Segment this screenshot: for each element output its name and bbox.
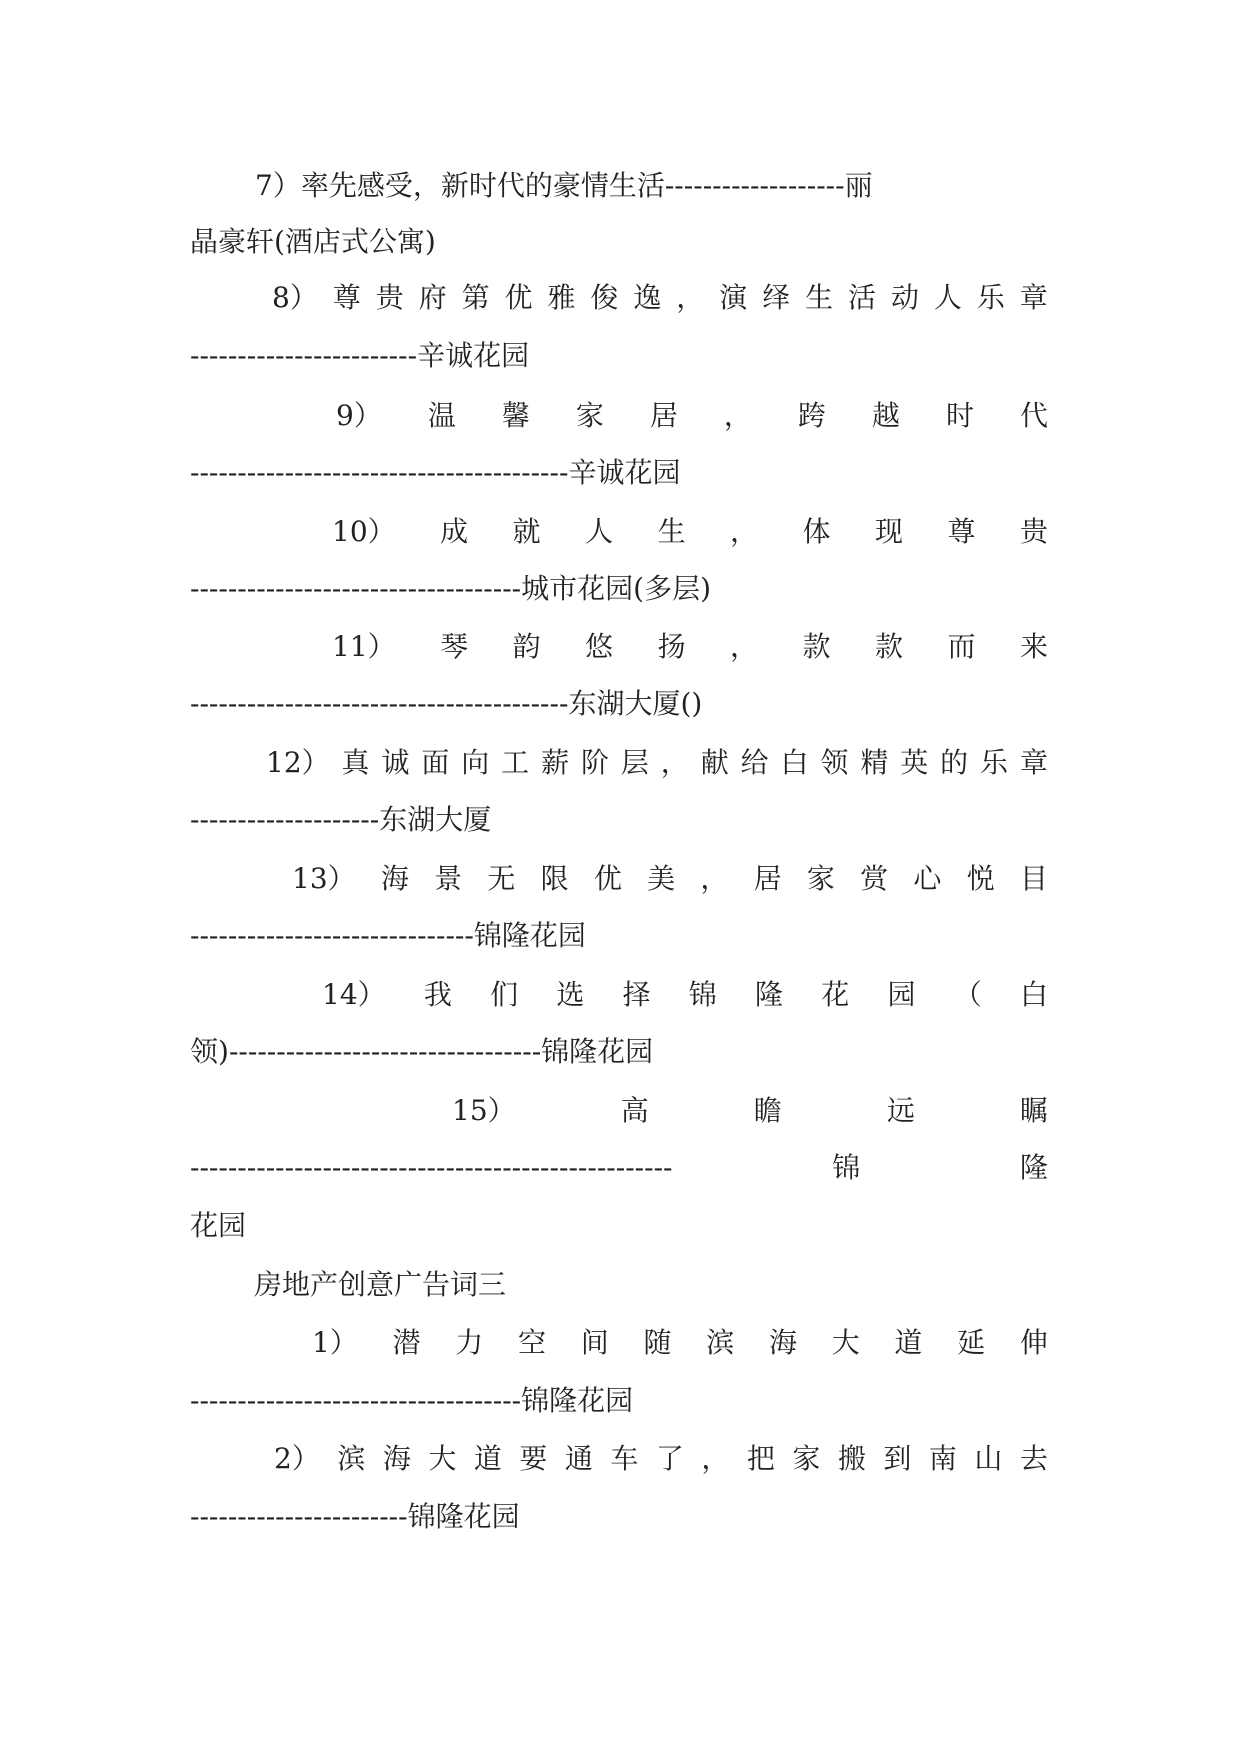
project-name: 锦隆花园 <box>473 919 586 952</box>
slogan-char: 活 <box>848 281 877 314</box>
slogan-char: 来 <box>1019 630 1048 663</box>
slogan-char: 滨 <box>706 1326 735 1359</box>
dash-leader: ---------------------------------------- <box>190 687 569 720</box>
slogan-char: 人 <box>933 281 962 314</box>
slogan-char: 延 <box>957 1326 986 1359</box>
slogan-text: 率先感受，新时代的豪情生活 <box>300 169 665 202</box>
slogan-char: 生 <box>805 281 834 314</box>
slogan-char: 悠 <box>585 630 614 663</box>
slogan-char: 瞩 <box>1019 1094 1048 1127</box>
slogan-char: 大 <box>831 1326 860 1359</box>
slogan-char: （ <box>953 978 982 1011</box>
ad-item-11-line1 <box>332 627 1048 667</box>
slogan-char: 向 <box>461 746 490 779</box>
slogan-char: 工 <box>501 746 530 779</box>
item-number: 2） <box>274 1442 320 1475</box>
slogan-char: 山 <box>974 1442 1003 1475</box>
slogan-char: 跨 <box>797 399 826 432</box>
ad-item-11-line2 <box>190 684 1048 724</box>
ad-item-10-line2 <box>190 569 1048 609</box>
slogan-char: 海 <box>380 862 409 895</box>
dash-leader: ------------------------ <box>190 339 418 372</box>
slogan-char: 优 <box>593 862 622 895</box>
item-number: 11） <box>332 630 396 663</box>
slogan-char: 贵 <box>1019 515 1048 548</box>
slogan-char: 阶 <box>580 746 609 779</box>
slogan-char: 诚 <box>381 746 410 779</box>
slogan-char: 力 <box>455 1326 484 1359</box>
slogan-char: 款 <box>875 630 904 663</box>
slogan-char: 生 <box>657 515 686 548</box>
project-name: 锦隆花园 <box>541 1035 654 1068</box>
slogan-char: 层 <box>620 746 649 779</box>
slogan-char: 南 <box>928 1442 957 1475</box>
project-name: 晶豪轩(酒店式公寓) <box>190 225 436 258</box>
project-name: 城市花园(多层) <box>521 572 711 605</box>
dash-leader: ----------------------------------- <box>190 1384 522 1417</box>
slogan-char: 给 <box>740 746 769 779</box>
section-title <box>254 1265 954 1305</box>
ad-item-12-line2 <box>190 800 1048 840</box>
slogan-char: 择 <box>622 978 651 1011</box>
slogan-char: 人 <box>585 515 614 548</box>
slogan-char: 琴 <box>440 630 469 663</box>
section-item-1-line2 <box>190 1381 1048 1421</box>
ad-item-9-line2 <box>190 453 1048 493</box>
project-name: 花园 <box>190 1209 247 1242</box>
slogan-char: 伸 <box>1019 1326 1048 1359</box>
ad-item-13-line1 <box>292 859 1048 899</box>
ad-item-15-line1 <box>452 1091 1048 1131</box>
item-number: 12） <box>266 746 330 779</box>
slogan-char: 家 <box>792 1442 821 1475</box>
slogan-char: 间 <box>580 1326 609 1359</box>
slogan-char: 精 <box>860 746 889 779</box>
slogan-char: 海 <box>382 1442 411 1475</box>
slogan-char: 而 <box>947 630 976 663</box>
slogan-char: 的 <box>940 746 969 779</box>
slogan-char: 真 <box>341 746 370 779</box>
slogan-char: 远 <box>886 1094 915 1127</box>
slogan-char: 潜 <box>392 1326 421 1359</box>
ad-item-8-line1 <box>272 278 1048 318</box>
slogan-char: 空 <box>518 1326 547 1359</box>
slogan-char: 就 <box>512 515 541 548</box>
slogan-char: 居 <box>753 862 782 895</box>
slogan-char: 们 <box>490 978 519 1011</box>
slogan-char: 选 <box>556 978 585 1011</box>
slogan-char: 代 <box>1019 399 1048 432</box>
slogan-char: 道 <box>473 1442 502 1475</box>
project-name: 东湖大厦 <box>379 803 492 836</box>
slogan-char: 现 <box>875 515 904 548</box>
slogan-char: 我 <box>423 978 452 1011</box>
slogan-char: 府 <box>418 281 447 314</box>
slogan-char: ， <box>701 1442 730 1475</box>
ad-item-15-line2 <box>190 1148 1048 1188</box>
project-name: 锦隆花园 <box>521 1384 634 1417</box>
slogan-char: 成 <box>440 515 469 548</box>
ad-item-15-line3 <box>190 1206 1048 1246</box>
item-number: 7） <box>255 169 301 202</box>
slogan-char: 家 <box>575 399 604 432</box>
dash-leader: --------------------------------------------------- <box>190 1151 673 1184</box>
item-number: 10） <box>332 515 396 548</box>
slogan-char: 尊 <box>332 281 361 314</box>
slogan-char: 通 <box>564 1442 593 1475</box>
slogan-char: 随 <box>643 1326 672 1359</box>
project-name: 锦隆花园 <box>407 1500 520 1533</box>
section-item-2-line2 <box>190 1497 1048 1537</box>
slogan-char: 韵 <box>512 630 541 663</box>
slogan-char: 面 <box>421 746 450 779</box>
slogan-char: 乐 <box>980 746 1009 779</box>
dash-leader: ------------------------------ <box>190 919 474 952</box>
slogan-char: 绎 <box>762 281 791 314</box>
slogan-tail: 领) <box>190 1035 229 1068</box>
slogan-char: 要 <box>519 1442 548 1475</box>
slogan-char: 款 <box>802 630 831 663</box>
ad-item-7-line1 <box>190 166 1048 206</box>
slogan-char: 英 <box>900 746 929 779</box>
slogan-char: 居 <box>649 399 678 432</box>
slogan-char: 锦 <box>688 978 717 1011</box>
ad-item-8-line2 <box>190 336 1048 376</box>
slogan-char: 道 <box>894 1326 923 1359</box>
slogan-char: 到 <box>883 1442 912 1475</box>
slogan-char: ， <box>723 399 752 432</box>
slogan-char: 美 <box>647 862 676 895</box>
section-item-2-line1 <box>274 1439 1048 1479</box>
dash-leader: -------------------- <box>190 803 380 836</box>
ad-item-13-line2 <box>190 916 1048 956</box>
slogan-char: ， <box>730 515 759 548</box>
slogan-char: 白 <box>1019 978 1048 1011</box>
slogan-char: 温 <box>427 399 456 432</box>
slogan-char: 献 <box>700 746 729 779</box>
slogan-char: 扬 <box>657 630 686 663</box>
slogan-char: 大 <box>428 1442 457 1475</box>
dash-leader: ----------------------------------- <box>190 572 522 605</box>
slogan-char: ， <box>700 862 729 895</box>
slogan-char: 第 <box>461 281 490 314</box>
slogan-char: 家 <box>806 862 835 895</box>
slogan-char: 限 <box>540 862 569 895</box>
slogan-char: ， <box>676 281 705 314</box>
project-name: 辛诚花园 <box>417 339 530 372</box>
slogan-char: 动 <box>890 281 919 314</box>
slogan-char: 搬 <box>837 1442 866 1475</box>
slogan-char: ， <box>660 746 689 779</box>
ad-item-14-line1 <box>322 975 1048 1015</box>
item-number: 14） <box>322 978 386 1011</box>
section-item-1-line1 <box>312 1323 1048 1363</box>
slogan-char: 高 <box>620 1094 649 1127</box>
slogan-char: 隆 <box>755 978 784 1011</box>
dash-leader: -------------------丽 <box>664 169 873 202</box>
ad-item-9-line1 <box>336 396 1048 436</box>
slogan-char: 雅 <box>547 281 576 314</box>
slogan-char: 滨 <box>337 1442 366 1475</box>
ad-item-14-line2 <box>190 1032 1048 1072</box>
slogan-char: 馨 <box>501 399 530 432</box>
slogan-char: 悦 <box>966 862 995 895</box>
slogan-char: 章 <box>1019 281 1048 314</box>
item-number: 8） <box>272 281 318 314</box>
item-number: 9） <box>336 399 382 432</box>
slogan-char: 白 <box>780 746 809 779</box>
slogan-char: 演 <box>719 281 748 314</box>
slogan-char: 薪 <box>541 746 570 779</box>
slogan-char: 园 <box>887 978 916 1011</box>
ad-item-7-line2 <box>190 222 1048 262</box>
dash-leader: ----------------------- <box>190 1500 408 1533</box>
slogan-char: 贵 <box>375 281 404 314</box>
slogan-char: 车 <box>610 1442 639 1475</box>
project-name-char: 隆 <box>1019 1151 1048 1184</box>
dash-leader: ---------------------------------------- <box>190 456 569 489</box>
slogan-char: 去 <box>1019 1442 1048 1475</box>
slogan-char: 无 <box>487 862 516 895</box>
slogan-char: 花 <box>821 978 850 1011</box>
slogan-char: 时 <box>945 399 974 432</box>
project-name: 辛诚花园 <box>568 456 681 489</box>
slogan-char: 章 <box>1019 746 1048 779</box>
slogan-char: 海 <box>768 1326 797 1359</box>
slogan-char: 优 <box>504 281 533 314</box>
section-title-text: 房地产创意广告词三 <box>254 1268 507 1301</box>
slogan-char: 景 <box>434 862 463 895</box>
slogan-char: 尊 <box>947 515 976 548</box>
dash-leader: --------------------------------- <box>228 1035 542 1068</box>
slogan-char: ， <box>730 630 759 663</box>
ad-item-12-line1 <box>266 743 1048 783</box>
project-name-char: 锦 <box>832 1151 861 1184</box>
slogan-char: 了 <box>655 1442 684 1475</box>
slogan-char: 越 <box>871 399 900 432</box>
item-number: 15） <box>452 1094 516 1127</box>
item-number: 13） <box>292 862 356 895</box>
slogan-char: 乐 <box>976 281 1005 314</box>
slogan-char: 领 <box>820 746 849 779</box>
slogan-char: 目 <box>1019 862 1048 895</box>
slogan-char: 逸 <box>633 281 662 314</box>
item-number: 1） <box>312 1326 358 1359</box>
slogan-char: 体 <box>802 515 831 548</box>
slogan-char: 俊 <box>590 281 619 314</box>
ad-item-10-line1 <box>332 512 1048 552</box>
project-name: 东湖大厦() <box>568 687 703 720</box>
slogan-char: 心 <box>913 862 942 895</box>
slogan-char: 把 <box>746 1442 775 1475</box>
slogan-char: 赏 <box>860 862 889 895</box>
slogan-char: 瞻 <box>753 1094 782 1127</box>
